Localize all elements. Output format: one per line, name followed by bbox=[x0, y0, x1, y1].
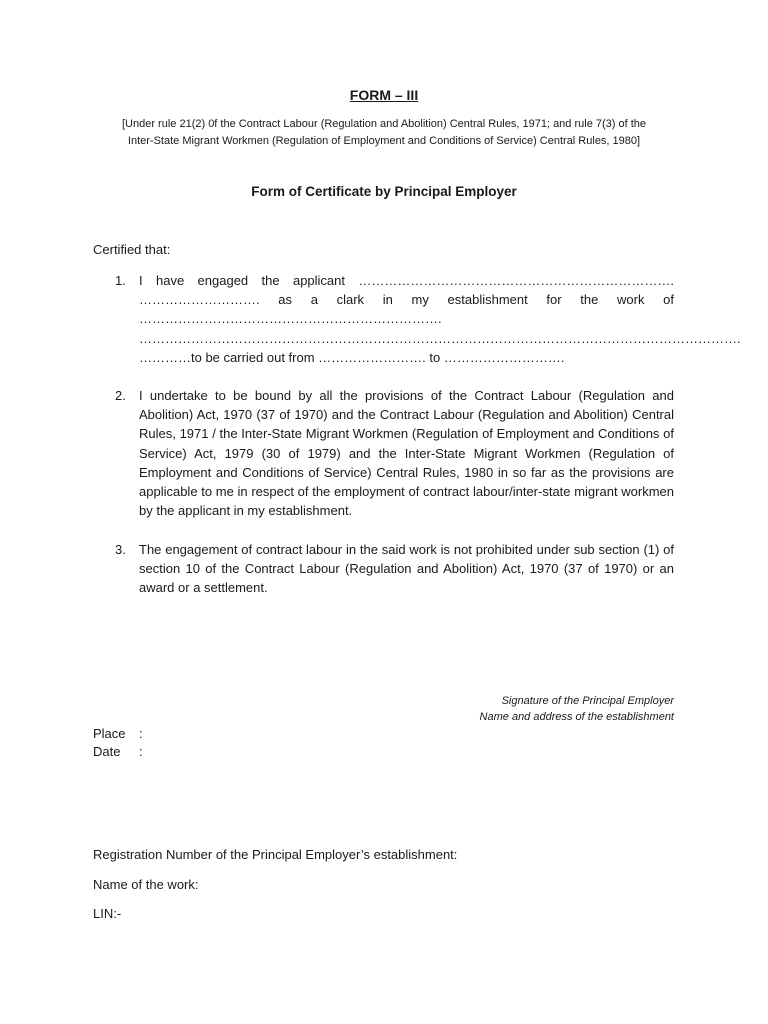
place-row bbox=[93, 725, 143, 743]
place-label: Place bbox=[93, 726, 126, 741]
list-item-2 bbox=[115, 386, 674, 520]
establishment-address-label: Name and address of the establishment bbox=[479, 711, 674, 723]
lin-label: LIN:- bbox=[93, 906, 122, 921]
date-separator: : bbox=[139, 744, 143, 759]
list-item-text: The engagement of contract labour in the said work is not prohibited under sub section (1) of section 10 of the Contract Labour (Regulation and Abolition) Act, 1970 (37 of 1970) or an award or a settlement. bbox=[139, 542, 674, 596]
list-item-1 bbox=[115, 271, 741, 367]
list-item-body bbox=[139, 271, 741, 367]
place-separator: : bbox=[139, 726, 143, 741]
blank-line-2: …………………………………………………………………………………………………………………………. bbox=[139, 330, 741, 346]
list-item-number: 1. bbox=[115, 273, 126, 288]
applicant-line: I have engaged the applicant ………………………………………………………………. bbox=[139, 273, 674, 288]
certified-that-label: Certified that: bbox=[93, 242, 171, 257]
list-item-number: 2. bbox=[115, 388, 126, 403]
registration-number-label: Registration Number of the Principal Employer’s establishment: bbox=[93, 847, 458, 862]
rule-reference-line-2: Inter-State Migrant Workmen (Regulation of Employment and Conditions of Service) Central Rules, 1980] bbox=[127, 135, 641, 147]
blank-line-1: ……………………………………………………………. bbox=[139, 311, 442, 327]
list-item-number: 3. bbox=[115, 542, 126, 557]
list-item-text: I undertake to be bound by all the provisions of the Contract Labour (Regulation and Abolition) Act, 1970 (37 of 1970) and the Contract Labour (Regulation and Abolition) Central Rules, 1971 / the Inter-State Migrant Workmen (Regulation of Employment and Conditions of Service) Act, 1979 (30 of 1979) and the Inter-State Migrant Workmen (Regulation of Employment and Conditions of Service) Central Rules, 1980 in so far as the provisions are applicable to me in respect of the employment of contract labour/inter-state migrant workmen by the applicant in my establishment. bbox=[139, 388, 674, 519]
period-line: …………to be carried out from ……………………. to ………………………. bbox=[139, 349, 565, 365]
place-date-block bbox=[93, 725, 143, 761]
date-label: Date bbox=[93, 744, 121, 759]
date-row bbox=[93, 743, 143, 761]
rule-reference bbox=[95, 116, 673, 150]
work-line: ………………………. as a clark in my establishment for the work of bbox=[139, 292, 674, 308]
signature-label: Signature of the Principal Employer bbox=[501, 695, 674, 707]
list-item-3 bbox=[115, 540, 674, 598]
form-subtitle: Form of Certificate by Principal Employer bbox=[251, 184, 517, 199]
name-of-work-label: Name of the work: bbox=[93, 877, 199, 892]
form-title: FORM – III bbox=[349, 87, 419, 103]
signature-block bbox=[480, 693, 674, 725]
rule-reference-line-1: [Under rule 21(2) 0f the Contract Labour (Regulation and Abolition) Central Rules, 1971; and rule 7(3) of the bbox=[121, 118, 647, 130]
